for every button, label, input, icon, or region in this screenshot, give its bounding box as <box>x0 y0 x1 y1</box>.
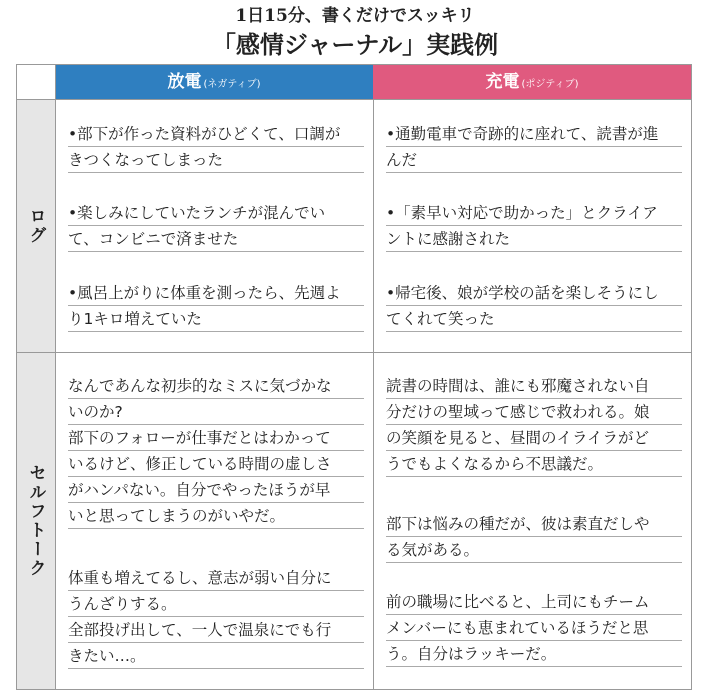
row-label-self-talk-text: セルフトーク <box>25 464 46 578</box>
self-talk-positive-cell <box>374 353 691 689</box>
log-positive-item: •「素早い対応で助かった」とクライア ントに感謝された <box>386 200 682 252</box>
row-label-self-talk <box>17 353 55 689</box>
self-talk-positive-paragraph: 前の職場に比べると、上司にもチーム メンバーにも恵まれているほうだと思 う。自分はラッキーだ。 <box>386 589 682 667</box>
self-talk-negative-paragraph: 体重も増えてるし、意志が弱い自分に うんざりする。 全部投げ出して、一人で温泉にでも行 きたい…。 <box>68 565 364 669</box>
page-title: 「感情ジャーナル」実践例 <box>211 31 499 59</box>
log-positive-cell <box>374 100 691 352</box>
log-positive-item: •帰宅後、娘が学校の話を楽しそうにし てくれて笑った <box>386 280 682 332</box>
log-negative-item: •風呂上がりに体重を測ったら、先週よ り1キロ増えていた <box>68 280 364 332</box>
header-corner <box>17 65 55 99</box>
log-negative-item: •部下が作った資料がひどくて、口調が きつくなってしまった <box>68 121 364 173</box>
header-negative <box>55 65 373 99</box>
self-talk-negative-cell <box>56 353 373 689</box>
header-negative-sub: (ネガティブ) <box>203 79 261 90</box>
header-positive-sub: (ポジティブ) <box>521 79 579 90</box>
log-positive-item: •通勤電車で奇跡的に座れて、読書が進 んだ <box>386 121 682 173</box>
log-negative-item: •楽しみにしていたランチが混んでい て、コンビニで済ませた <box>68 200 364 252</box>
header-positive <box>373 65 691 99</box>
self-talk-positive-paragraph: 読書の時間は、誰にも邪魔されない自 分だけの聖域って感じで救われる。娘 の笑顔を見ると、昼間のイライラがど うでもよくなるから不思議だ。 <box>386 373 682 477</box>
journal-table <box>16 64 692 690</box>
header-positive-label: 充電 <box>485 72 520 92</box>
title-line-1: 1日15分、書くだけでスッキリ <box>235 6 475 26</box>
self-talk-positive-paragraph: 部下は悩みの種だが、彼は素直だしや る気がある。 <box>386 511 682 563</box>
row-label-log-text: ログ <box>25 206 46 245</box>
header-negative-label: 放電 <box>167 72 202 92</box>
self-talk-negative-paragraph: なんであんな初歩的なミスに気づかな いのか? 部下のフォローが仕事だとはわかって いるけど、修正している時間の虚しさ がハンパない。自分でやったほうが早 いと思ってしまうのがいやだ。 <box>68 373 364 529</box>
row-label-log <box>17 99 55 352</box>
log-negative-cell <box>56 100 373 352</box>
